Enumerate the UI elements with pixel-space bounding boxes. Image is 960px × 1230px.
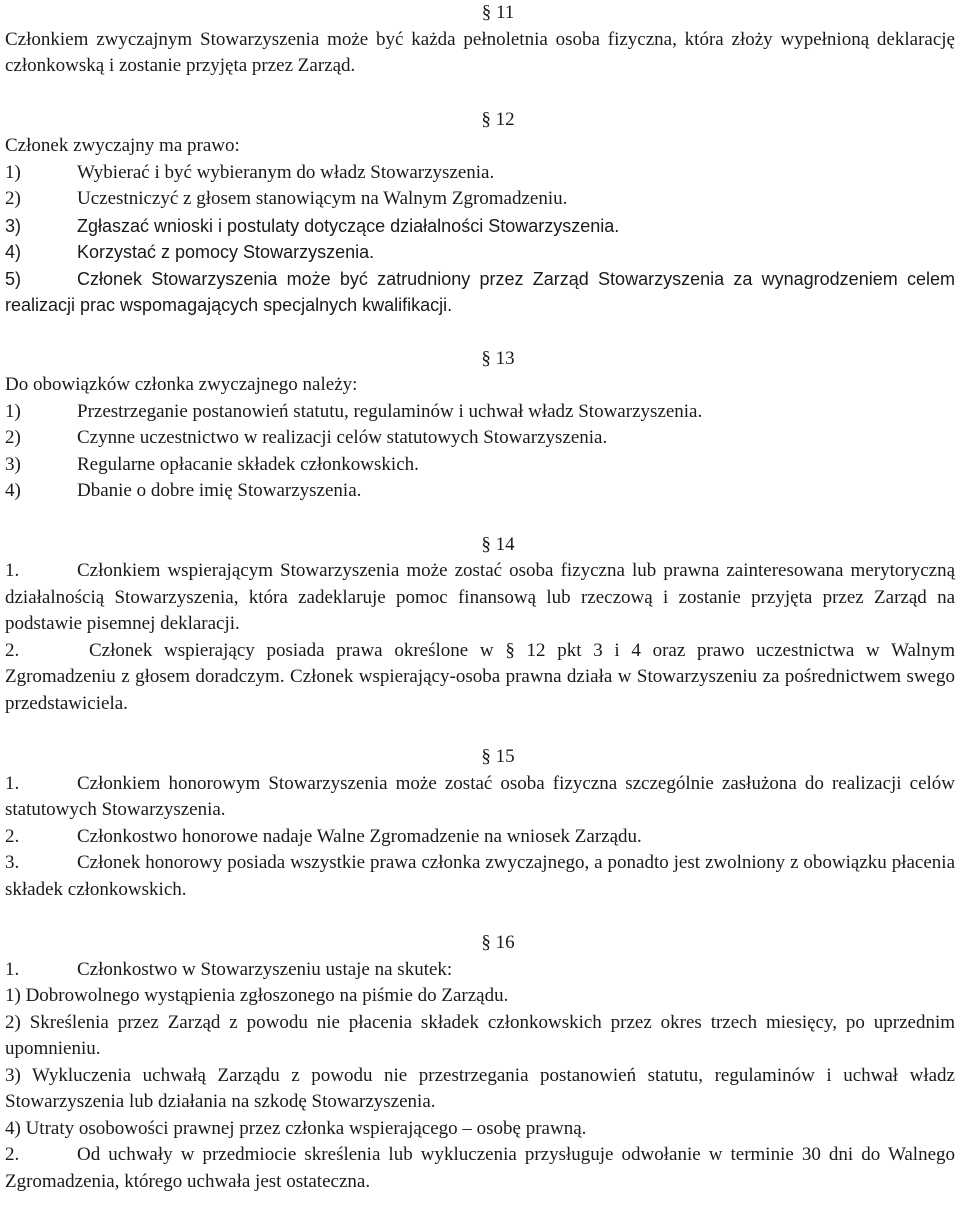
item-number: 2. [5,825,20,847]
item-number: 4) [5,480,21,501]
item-number: 3) [5,453,21,475]
section-14-item [5,638,955,718]
section-13-item [5,452,955,479]
item-number: 3. [5,852,20,873]
item-text: Regularne opłacanie składek członkowskich. [77,453,419,475]
section-11-text: Członkiem zwyczajnym Stowarzyszenia może być każda pełnoletnia osoba fizyczna, która złoży wypełnioną deklarację członkowską i zostanie przyjęta przez Zarząd. [5,28,955,76]
item-number: 1. [5,958,20,980]
statute-document [5,0,955,1195]
section-12-item [5,239,955,266]
section-12-heading: § 12 [481,108,515,130]
item-text: Członek Stowarzyszenia może być zatrudniony przez Zarząd Stowarzyszenia za wynagrodzeniem celem realizacji prac wspomagających specjalnych kwalifikacji. [5,268,955,315]
section-16-item [5,1142,955,1195]
section-15-item [5,824,955,851]
section-16-subitem: 2) Skreślenia przez Zarząd z powodu nie płacenia składek członkowskich przez okres trzech miesięcy, po uprzednim upomnieniu. [5,1011,955,1059]
section-16-item [5,957,955,984]
item-text: Czynne uczestnictwo w realizacji celów statutowych Stowarzyszenia. [77,427,608,448]
item-number: 1) [5,161,21,183]
item-number: 4) [5,242,22,262]
item-text: Dbanie o dobre imię Stowarzyszenia. [77,480,362,501]
item-number: 5) [5,268,22,289]
item-text: Członkostwo honorowe nadaje Walne Zgromadzenie na wniosek Zarządu. [77,825,642,847]
section-16-subitem: 1) Dobrowolnego wystąpienia zgłoszonego na piśmie do Zarządu. [5,985,509,1006]
section-15-item [5,771,955,824]
section-11-heading: § 11 [481,2,515,23]
item-number: 3) [5,215,22,236]
section-16-subitem: 4) Utraty osobowości prawnej przez członka wspierającego – osobę prawną. [5,1117,587,1139]
item-text: Zgłaszać wnioski i postulaty dotyczące działalności Stowarzyszenia. [77,215,620,236]
section-13-heading: § 13 [481,347,515,369]
item-text: Członkiem wspierającym Stowarzyszenia może zostać osoba fizyczna lub prawna zainteresowana merytoryczną działalnością Stowarzyszenia, która zadeklaruje pomoc finansową lub rzeczową i zostanie przyjęta przez Zarząd na podstawie pisemnej deklaracji. [5,560,955,634]
section-16-subitem: 3) Wykluczenia uchwałą Zarządu z powodu nie przestrzegania postanowień statutu, regulaminów i uchwał władz Stowarzyszenia lub działania na szkodę Stowarzyszenia. [5,1064,955,1112]
item-number: 1. [5,772,20,794]
section-12-intro: Członek zwyczajny ma prawo: [5,135,240,156]
item-text: Członkostwo w Stowarzyszeniu ustaje na skutek: [77,958,453,980]
item-text: Wybierać i być wybieranym do władz Stowarzyszenia. [77,161,495,183]
section-13-item [5,399,955,426]
section-12-item [5,213,955,240]
item-text: Uczestniczyć z głosem stanowiącym na Walnym Zgromadzeniu. [77,188,568,209]
section-14-item [5,558,955,638]
item-number: 2) [5,427,21,448]
item-number: 2. [5,1144,20,1165]
item-number: 2) [5,188,21,209]
item-text: Przestrzeganie postanowień statutu, regulaminów i uchwał władz Stowarzyszenia. [77,400,703,422]
section-15-heading: § 15 [481,746,515,767]
item-number: 2. [5,639,20,661]
section-13-item [5,478,955,505]
section-13-item [5,425,955,452]
item-text: Członkiem honorowym Stowarzyszenia może zostać osoba fizyczna szczególnie zasłużona do realizacji celów statutowych Stowarzyszenia. [5,772,955,820]
section-16-heading: § 16 [481,932,515,953]
item-text: Od uchwały w przedmiocie skreślenia lub wykluczenia przysługuje odwołanie w terminie 30 dni do Walnego Zgromadzenia, którego uchwała jest ostateczna. [5,1144,955,1192]
section-14-heading: § 14 [481,533,515,555]
item-text: Korzystać z pomocy Stowarzyszenia. [77,242,375,262]
item-number: 1) [5,400,21,422]
item-number: 1. [5,560,20,581]
item-text: Członek honorowy posiada wszystkie prawa członka zwyczajnego, a ponadto jest zwolniony z obowiązku płacenia składek członkowskich. [5,852,955,900]
section-12-item [5,266,955,319]
section-15-item [5,850,955,903]
section-12-item [5,160,955,187]
section-12-item [5,186,955,213]
section-13-intro: Do obowiązków członka zwyczajnego należy: [5,374,358,395]
item-text: Członek wspierający posiada prawa określone w § 12 pkt 3 i 4 oraz prawo uczestnictwa w Walnym Zgromadzeniu z głosem doradczym. Członek wspierający-osoba prawna działa w Stowarzyszeniu za pośrednictwem swego przedstawiciela. [5,639,955,714]
